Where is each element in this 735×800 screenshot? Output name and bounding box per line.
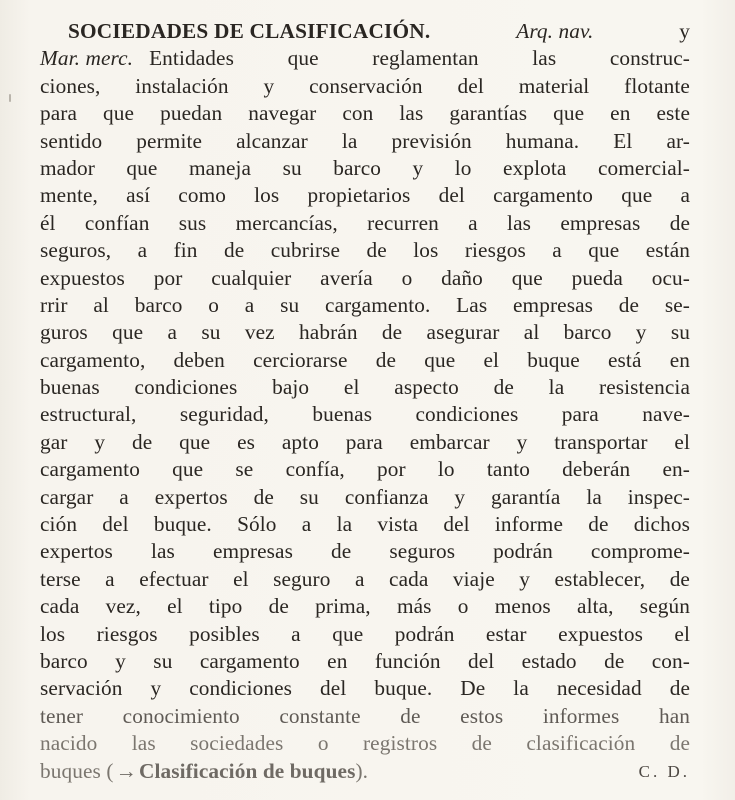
last-line-start: buques ( [40,758,114,783]
entry-text: expuestos por cualquier avería o daño que pueda ocu- [40,265,690,290]
last-line-end: ). [355,758,369,783]
entry-text-line [40,292,690,319]
domain-abbrev-2: Mar. merc. [40,46,134,71]
entry-text-line [40,511,690,538]
entry-text-line [40,593,690,620]
entry-text-line [40,538,690,565]
entry-body [40,73,690,758]
entry-last-line [40,758,690,785]
entry-text: los riesgos posibles a que podrán estar expuestos el [40,621,690,646]
entry-text: cada vez, el tipo de prima, más o menos alta, según [40,594,690,619]
entry-text: cargamento que se confía, por lo tanto deberán en- [40,457,690,482]
entry-text-line [40,100,690,127]
entry-text-line [40,73,690,100]
entry-text-line: Entidades que reglamentan las construc- [149,46,690,71]
entry-text: él confían sus mercancías, recurren a las empresas de [40,210,690,235]
entry-text: servación y condiciones del buque. De la necesidad de [40,676,690,701]
entry-line-2 [40,45,690,72]
entry-text: terse a efectuar el seguro a cada viaje y establecer, de [40,566,690,591]
entry-text: mente, así como los propietarios del cargamento que a [40,183,690,208]
domain-abbrev: Arq. nav. [516,19,594,43]
entry-text-line [40,648,690,675]
entry-text: seguros, a fin de cubrirse de los riesgos a que están [40,238,690,263]
entry-text-line [40,237,690,264]
entry-text-line [40,128,690,155]
entry-text-line [40,621,690,648]
entry-text: ciones, instalación y conservación del material flotante [40,73,690,98]
entry-text: sentido permite alcanzar la previsión humana. El ar- [40,128,690,153]
entry-text-line [40,566,690,593]
entry-text-line [40,182,690,209]
entry-text: tener conocimiento constante de estos informes han [40,703,690,728]
entry-line-1 [40,18,690,45]
abbrev-conjunction: y [679,19,690,43]
entry-text: gar y de que es apto para embarcar y transportar el [40,429,690,454]
entry-text-line [40,730,690,757]
crossref-arrow-icon: → [115,758,137,783]
entry-text: cargamento, deben cerciorarse de que el buque está en [40,347,690,372]
entry-headword: SOCIEDADES DE CLASIFICACIÓN. [68,19,431,43]
entry-text-line [40,401,690,428]
crossref-link[interactable]: Clasificación de buques [138,758,356,783]
entry-text: nacido las sociedades o registros de clasificación de [40,731,690,756]
entry-text-line [40,703,690,730]
entry-text-line [40,456,690,483]
entry-text-line [40,484,690,511]
entry-text: barco y su cargamento en función del estado de con- [40,648,690,673]
entry-text-line [40,429,690,456]
entry-text: guros que a su vez habrán de asegurar al barco y su [40,320,690,345]
entry-text-line [40,319,690,346]
entry-text: ción del buque. Sólo a la vista del informe de dichos [40,512,690,537]
entry-text-line [40,347,690,374]
entry-text: buenas condiciones bajo el aspecto de la resistencia [40,375,690,400]
entry-text-line [40,374,690,401]
margin-speck [9,94,11,102]
entry-text: mador que maneja su barco y lo explota comercial- [40,155,690,180]
dictionary-entry [40,18,690,785]
entry-text: rrir al barco o a su cargamento. Las empresas de se- [40,292,690,317]
entry-text-line [40,265,690,292]
entry-text: para que puedan navegar con las garantías que en este [40,101,690,126]
entry-text-line [40,210,690,237]
entry-text: estructural, seguridad, buenas condiciones para nave- [40,402,690,427]
entry-text-line [40,155,690,182]
entry-text: expertos las empresas de seguros podrán comprome- [40,539,690,564]
entry-text: cargar a expertos de su confianza y garantía la inspec- [40,484,690,509]
entry-text-line [40,675,690,702]
author-initials: C. D. [638,761,690,781]
